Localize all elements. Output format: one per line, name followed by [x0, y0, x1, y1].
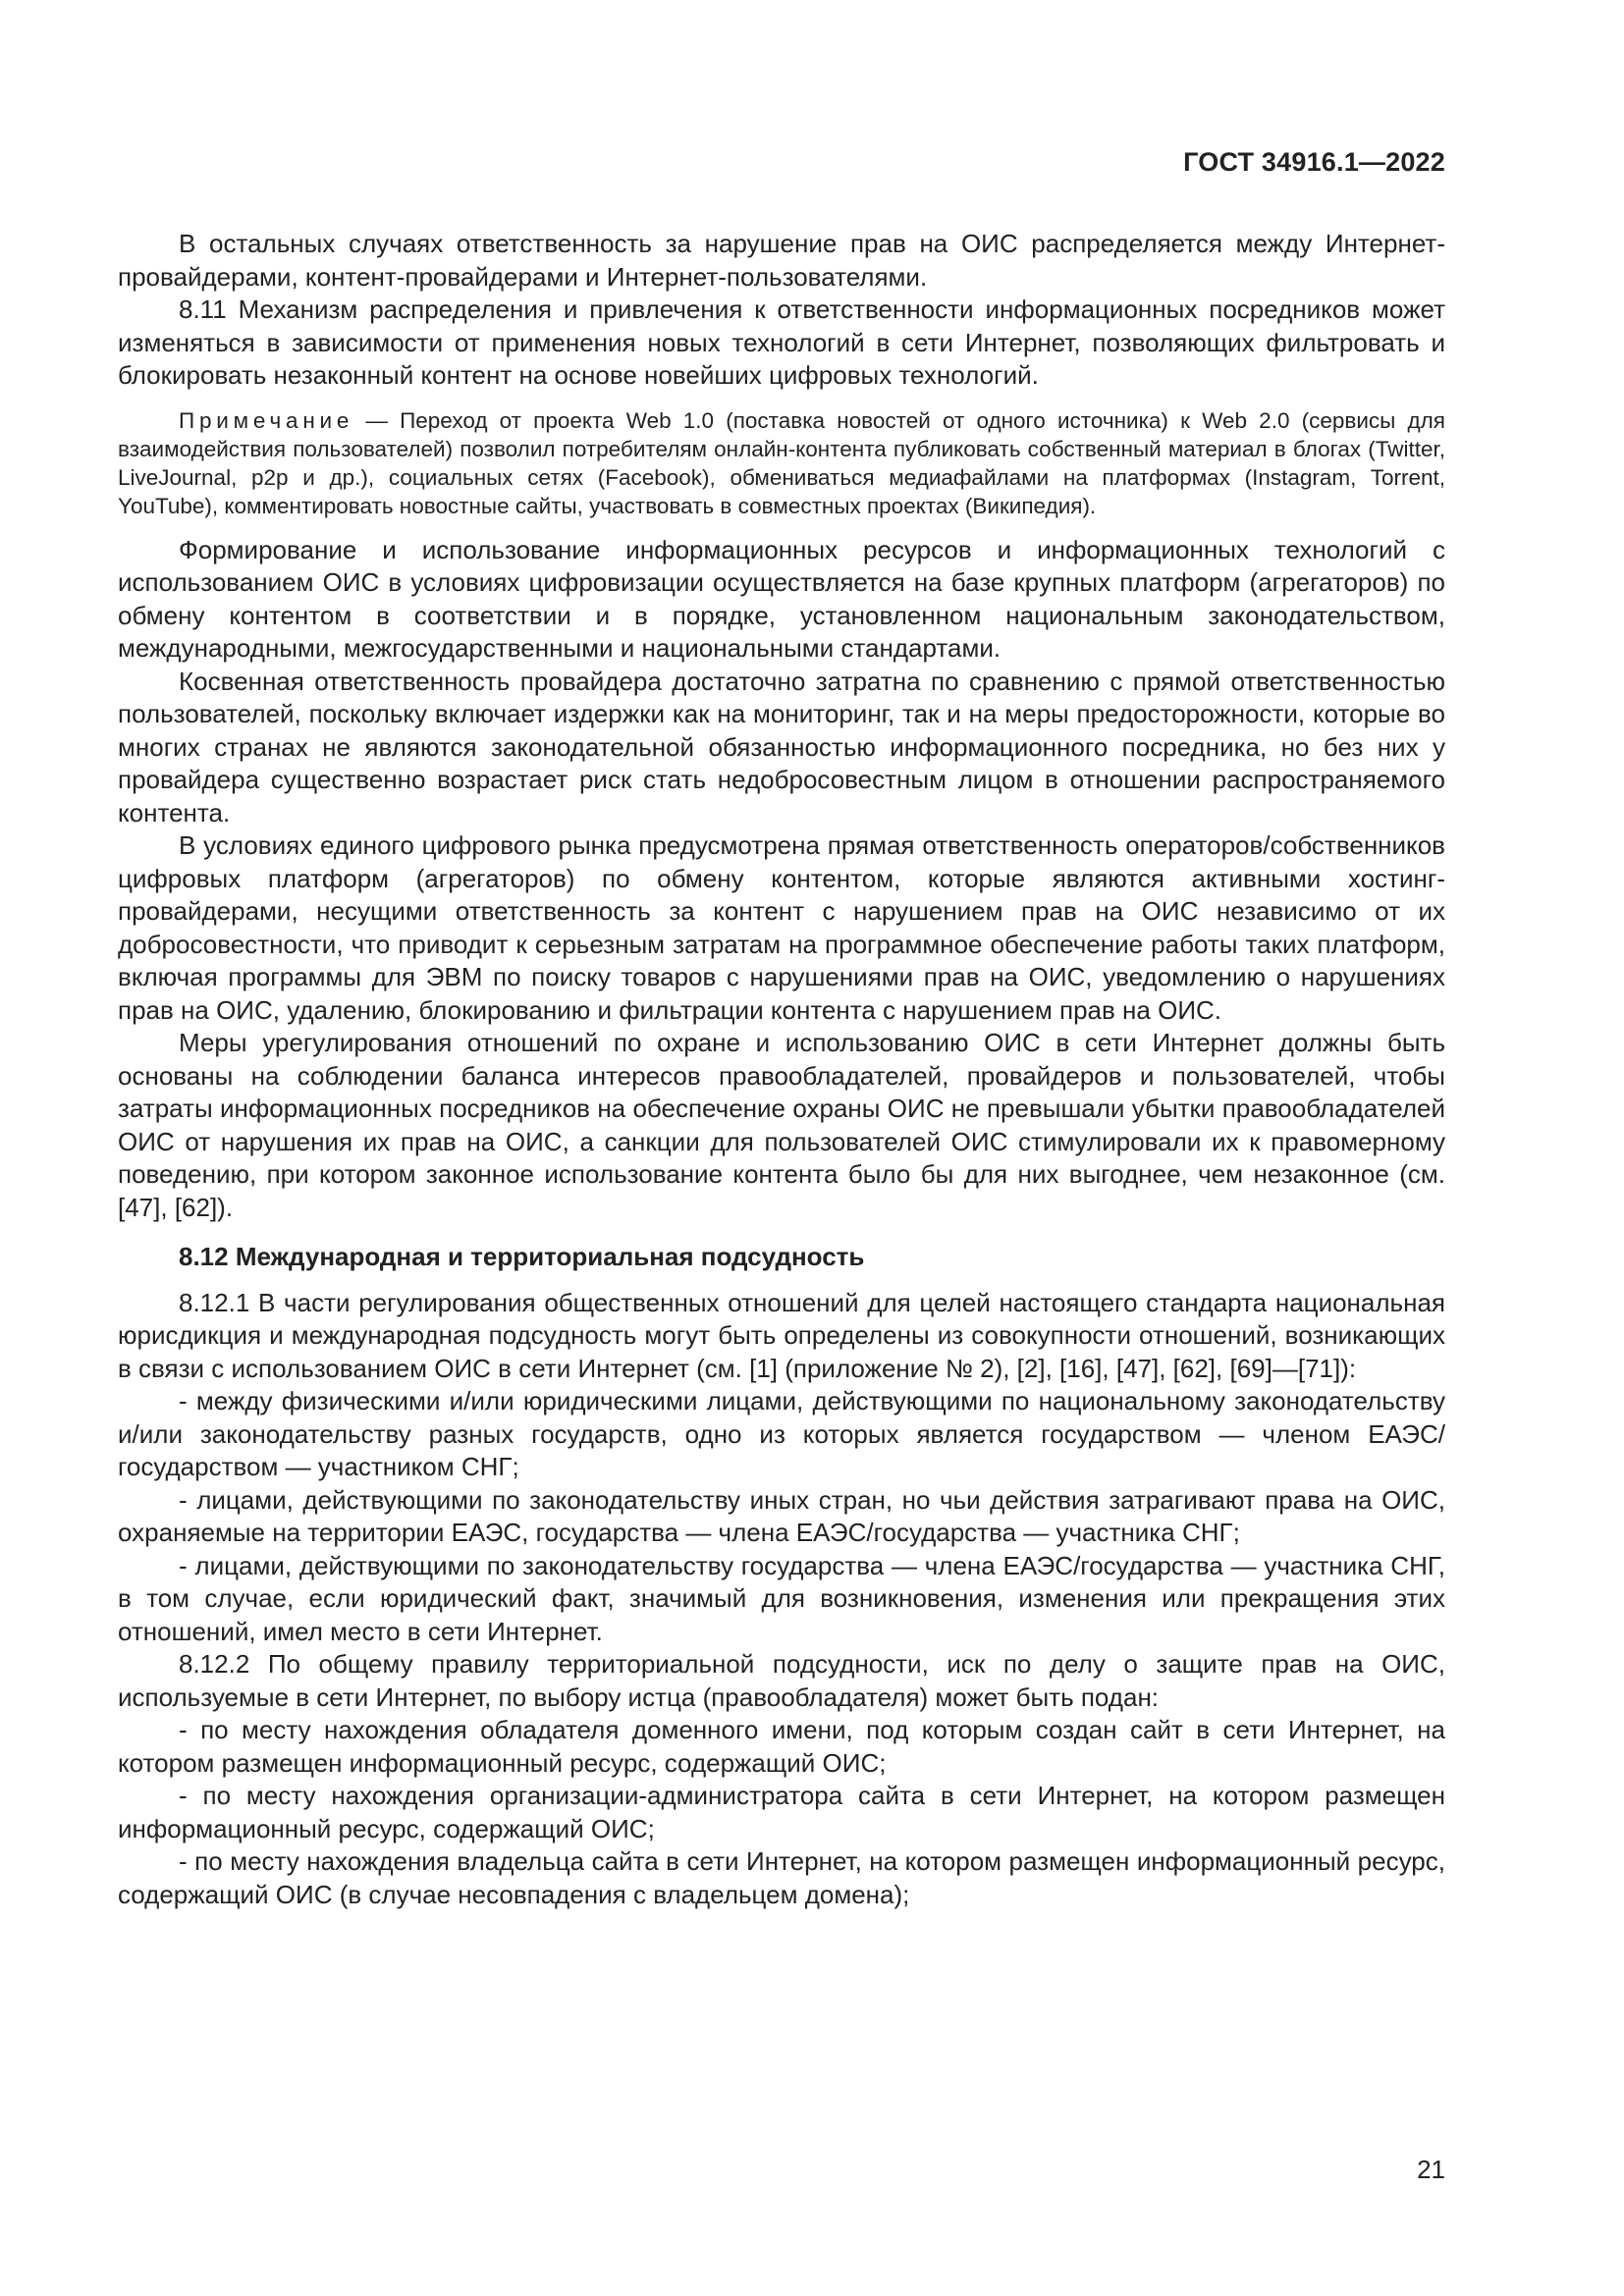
- paragraph: Меры урегулирования отношений по охране и использованию ОИС в сети Интернет должны быть основаны на соблюдении баланса интересов правообладателей, провайдеров и пользователей, чтобы затраты информационных посредников на обеспечение охраны ОИС не превышали убытки правообладателей ОИС от нарушения их прав на ОИС, а санкции для пользователей ОИС стимулировали их к правомерному поведению, при котором законное использование контента было бы для них выгоднее, чем незаконное (см. [47], [62]).: [118, 1028, 1445, 1222]
- list-item: - по месту нахождения владельца сайта в сети Интернет, на котором размещен информационный ресурс, содержащий ОИС (в случае несовпадения с владельцем домена);: [118, 1846, 1445, 1909]
- list-item: - между физическими и/или юридическими лицами, действующими по национальному законодательству и/или законодательству разных государств, одно из которых является государством — членом ЕАЭС/государством — участником СНГ;: [118, 1386, 1445, 1481]
- list-item: - лицами, действующими по законодательству иных стран, но чьи действия затрагивают права на ОИС, охраняемые на территории ЕАЭС, государства — члена ЕАЭС/государства — участника СНГ;: [118, 1484, 1445, 1547]
- note-block: [118, 406, 1445, 520]
- list-item: - по месту нахождения организации-администратора сайта в сети Интернет, на котором размещен информационный ресурс, содержащий ОИС;: [118, 1781, 1445, 1843]
- section-heading: 8.12 Международная и территориальная подсудность: [179, 1242, 865, 1271]
- list-item: - лицами, действующими по законодательству государства — члена ЕАЭС/государства — участника СНГ, в том случае, если юридический факт, значимый для возникновения, изменения или прекращения этих отношений, имел место в сети Интернет.: [118, 1550, 1445, 1646]
- paragraph: Формирование и использование информационных ресурсов и информационных технологий с использованием ОИС в условиях цифровизации осуществляется на базе крупных платформ (агрегаторов) по обмену контентом в соответствии и в порядке, установленном национальным законодательством, международными, межгосударственными и национальными стандартами.: [118, 534, 1445, 663]
- note-label: Примечание: [179, 407, 354, 433]
- paragraph: В условиях единого цифрового рынка предусмотрена прямая ответственность операторов/собственников цифровых платформ (агрегаторов) по обмену контентом, которые являются активными хостинг-провайдерами, несущими ответственность за контент с нарушением прав на ОИС независимо от их добросовестности, что приводит к серьезным затратам на программное обеспечение работы таких платформ, включая программы для ЭВМ по поиску товаров с нарушениями прав на ОИС, уведомлению о нарушениях прав на ОИС, удалению, блокированию и фильтрации контента с нарушением прав на ОИС.: [118, 830, 1445, 1025]
- document-body: [118, 228, 1445, 1911]
- paragraph: Косвенная ответственность провайдера достаточно затратна по сравнению с прямой ответственностью пользователей, поскольку включает издержки как на мониторинг, так и на меры предосторожности, которые во многих странах не являются законодательной обязанностью информационного посредника, но без них у провайдера существенно возрастает риск стать недобросовестным лицом в отношении распространяемого контента.: [118, 666, 1445, 828]
- list-item: - по месту нахождения обладателя доменного имени, под которым создан сайт в сети Интернет, на котором размещен информационный ресурс, содержащий ОИС;: [118, 1715, 1445, 1778]
- paragraph: 8.12.1 В части регулирования общественных отношений для целей настоящего стандарта национальная юрисдикция и международная подсудность могут быть определены из совокупности отношений, возникающих в связи с использованием ОИС в сети Интернет (см. [1] (приложение № 2), [2], [16], [47], [62], [69]—[71]):: [118, 1287, 1445, 1383]
- paragraph: В остальных случаях ответственность за нарушение прав на ОИС распределяется между Интернет-провайдерами, контент-провайдерами и Интернет-пользователями.: [118, 229, 1445, 292]
- note-text: — Переход от проекта Web 1.0 (поставка новостей от одного источника) к Web 2.0 (сервисы для взаимодействия пользователей) позволил потребителям онлайн-контента публиковать собственный материал в блогах (Twitter, LiveJournal, p2p и др.), социальных сетях (Facebook), обмениваться медиафайлами на платформах (Instagram, Torrent, YouTube), комментировать новостные сайты, участвовать в совместных проектах (Википедия).: [118, 407, 1445, 518]
- paragraph: 8.11 Механизм распределения и привлечения к ответственности информационных посредников может изменяться в зависимости от применения новых технологий в сети Интернет, позволяющих фильтровать и блокировать незаконный контент на основе новейших цифровых технологий.: [118, 294, 1445, 390]
- page-number: 21: [1417, 2155, 1445, 2184]
- paragraph: 8.12.2 По общему правилу территориальной подсудности, иск по делу о защите прав на ОИС, используемые в сети Интернет, по выбору истца (правообладателя) может быть подан:: [118, 1649, 1445, 1712]
- document-standard-header: ГОСТ 34916.1—2022: [1183, 147, 1445, 177]
